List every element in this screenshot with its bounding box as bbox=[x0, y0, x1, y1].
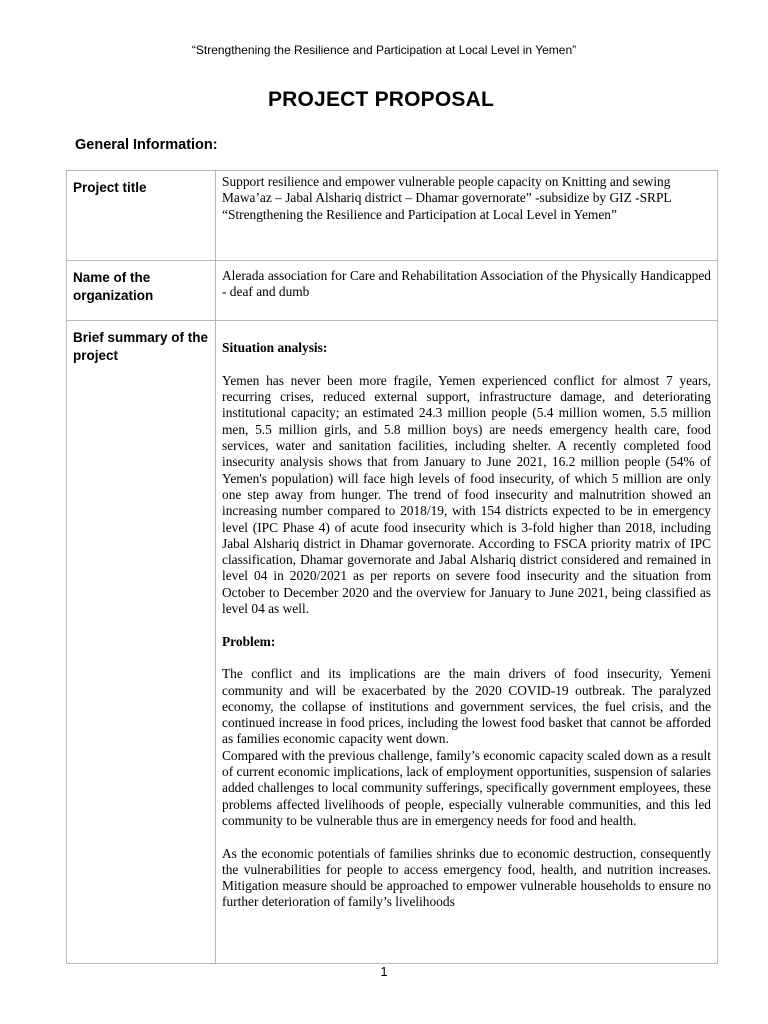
project-title-value: Support resilience and empower vulnerable people capacity on Knitting and sewing Mawa’az – Jabal Alshariq district – Dhamar governorate” -subsidize by GIZ -SRPL “Strengthening the Resilience and Participation at Local Level in Yemen” bbox=[216, 171, 718, 261]
problem-paragraph-1: The conflict and its implications are the main drivers of food insecurity, Yemeni community and will be exacerbated by the 2020 COVID-19 outbreak. The paralyzed economy, the collapse of institutions and government services, the fuel crisis, and the continued increase in food prices, including the lowest food basket that cannot be afforded as families economic capacity went down. bbox=[222, 666, 711, 747]
summary-cell bbox=[216, 321, 718, 964]
summary-body bbox=[222, 324, 711, 957]
organization-label: Name of the organization bbox=[67, 261, 216, 321]
section-heading: General Information: bbox=[75, 137, 218, 153]
table-row-summary bbox=[67, 321, 718, 964]
general-information-table bbox=[66, 170, 718, 964]
page-number: 1 bbox=[380, 964, 388, 979]
problem-paragraph-3: As the economic potentials of families shrinks due to economic destruction, consequently the vulnerabilities for people to access emergency food, health, and nutrition increases. Mitigation measure should be approached to empower vulnerable households to ensure no further deterioration of family’s livelihoods bbox=[222, 845, 711, 910]
organization-value: Alerada association for Care and Rehabilitation Association of the Physically Handicapped - deaf and dumb bbox=[216, 261, 718, 321]
running-header: “Strengthening the Resilience and Participation at Local Level in Yemen” bbox=[191, 43, 577, 57]
summary-label: Brief summary of the project bbox=[67, 321, 216, 964]
problem-paragraph-2: Compared with the previous challenge, family’s economic capacity scaled down as a result of current economic implications, lack of employment opportunities, suspension of salaries added challenges to local community sufferings, specifically government employees, these problems affected livelihoods of people, especially vulnerable communities, and this led community to be vulnerable thus are in emergency needs for food and health. bbox=[222, 747, 711, 828]
project-title-label: Project title bbox=[67, 171, 216, 261]
situation-analysis-text: Yemen has never been more fragile, Yemen experienced conflict for almost 7 years, recurring crises, reduced external support, infrastructure damage, and deteriorating institutional capacity; an estimated 24.3 million people (5.4 million women, 5.5 million men, 5.5 million girls, and 5.8 million boys) are needs emergency health care, food services, water and sanitation facilities, including shelter. A recently completed food insecurity analysis shows that from January to June 2021, 16.2 million people (54% of Yemen's population) will face high levels of food insecurity, of which 5 million are only one step away from hunger. The trend of food insecurity and malnutrition showed an increasing number compared to 2018/19, with 154 districts expected to be in emergency level (IPC Phase 4) of acute food insecurity which is 3-fold higher than 2018, including Jabal Alshariq district in Dhamar governorate. According to FSCA priority matrix of IPC classification, Dhamar governorate and Jabal Alshariq district considered and remained in level 04 in 2020/2021 as per reports on severe food insecurity and the situation from October to December 2020 and the overview for January to June 2021, being classified as level 04 as well. bbox=[222, 372, 711, 617]
table-row-project-title bbox=[67, 171, 718, 261]
problem-heading: Problem: bbox=[222, 633, 276, 649]
table-row-organization bbox=[67, 261, 718, 321]
situation-analysis-heading: Situation analysis: bbox=[222, 340, 328, 356]
page-title: PROJECT PROPOSAL bbox=[267, 88, 495, 111]
